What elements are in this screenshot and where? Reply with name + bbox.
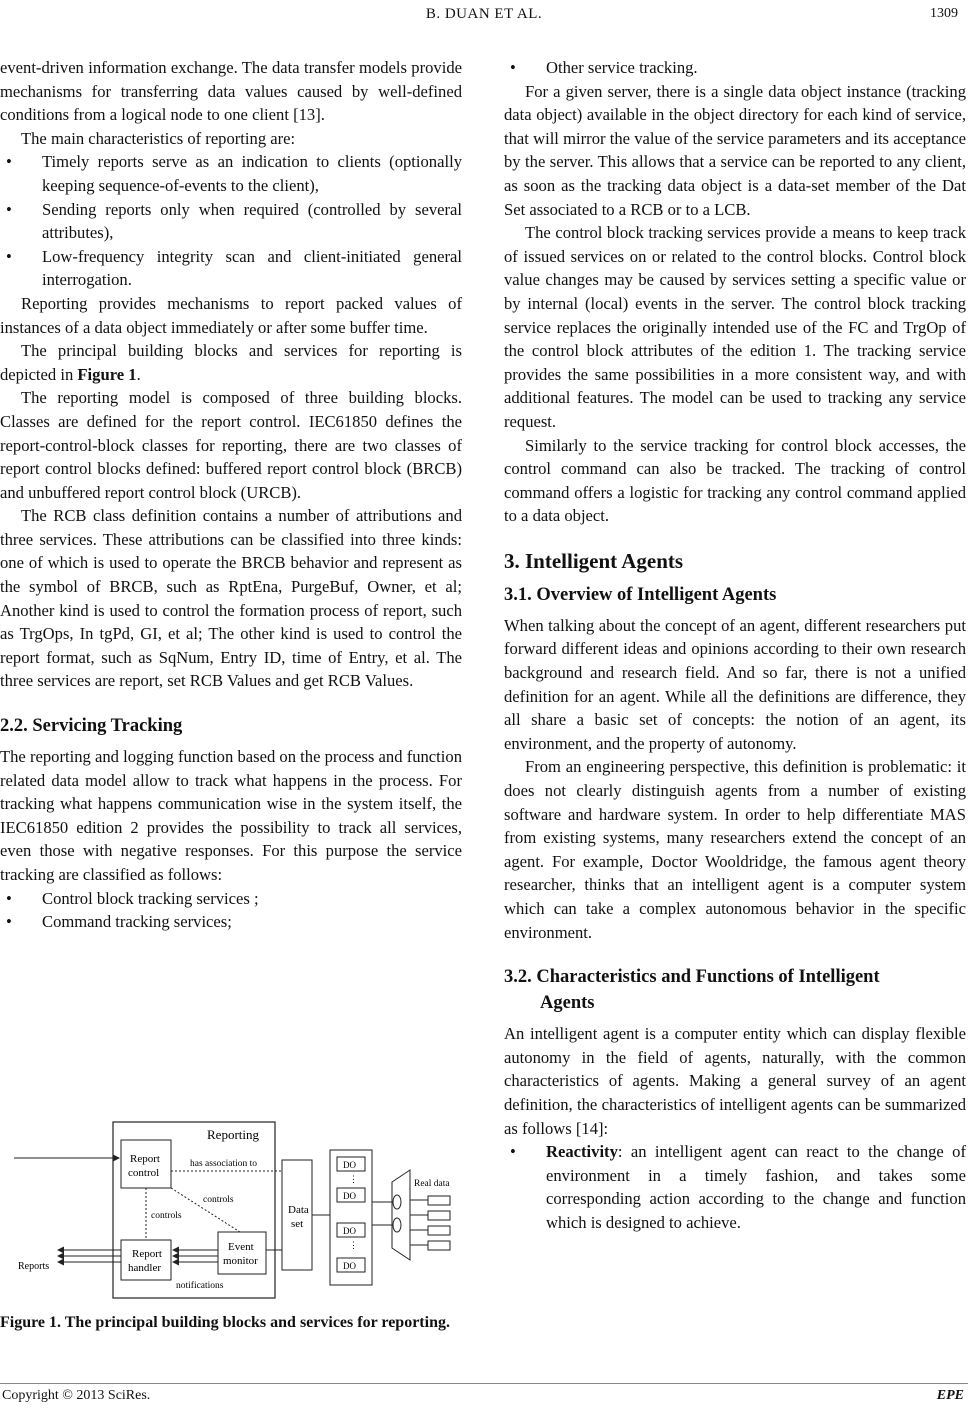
right-column [504, 56, 966, 1235]
bullet-list [504, 56, 966, 80]
event-monitor-label: Event [228, 1241, 254, 1253]
do-label: DO [343, 1261, 356, 1271]
list-item [504, 56, 966, 80]
paragraph: event-driven information exchange. The data transfer models provide mechanisms for transferring data values caused by well-defined conditions from a logical node to one client [13]. [0, 58, 462, 125]
list-item [0, 245, 462, 292]
subsection-heading: Agents [540, 993, 595, 1014]
copyright: Copyright © 2013 SciRes. [2, 1388, 151, 1403]
bullet-icon: • [6, 152, 12, 172]
list-item [504, 1140, 966, 1234]
association-label: has association to [190, 1159, 258, 1169]
list-item-text: Low-frequency integrity scan and client-initiated general interrogation. [42, 246, 462, 290]
report-control-label: Report [130, 1153, 160, 1165]
paragraph: The reporting and logging function based on the process and function related data model allow to track what happens in the process. For tracking what happens communication wise in the system itself, the IEC61850 edition 2 provides the possibility to track all services, even those with negative responses. For this purpose the service tracking are classified as follows: [0, 747, 462, 884]
ellipsis-icon: ⋮ [349, 1174, 358, 1184]
footer-divider [0, 1383, 968, 1384]
bullet-icon: • [6, 888, 12, 908]
paragraph: When talking about the concept of an agent, different researchers put forward different ideas and opinions according to their own research background and research field. And so far, there is not a unified definition for an agent. While all the definitions are difference, they all share a basic set of concepts: the notion of an agent, its environment, and the property of autonomy. [504, 615, 966, 753]
list-item-text: : an intelligent agent can react to the change of environment in a timely fashion, and takes some corresponding action according to the change and function which is designed to achieve. [546, 1142, 966, 1232]
report-handler-label: handler [128, 1262, 161, 1274]
reporting-label: Reporting [207, 1127, 259, 1142]
paragraph: The control block tracking services provide a means to keep track of issued services on or related to the control blocks. Control block value changes may be caused by services setting a specific value or by internal (local) events in the server. The control block tracking service replaces the originally intended use of the FC and TrgOp of the control block attributes of the edition 1. The tracking service provides the same possibilities in a more consistent way, and with additional features. The model can be used to tracking any service request. [504, 223, 966, 431]
figure-1-diagram [0, 1110, 462, 1300]
bullet-icon: • [6, 199, 12, 219]
do-label: DO [343, 1226, 356, 1236]
list-item-text: Control block tracking services ; [42, 888, 259, 908]
paragraph: For a given server, there is a single data object instance (tracking data object) available in the object directory for each kind of service, that will mirror the value of the service parameters and its acceptance by the server. This allows that a service can be reported to any client, as soon as the tracking data object is a data-set member of the Dat Set associated to a RCB or to a LCB. [504, 81, 966, 219]
subsection-heading: 3.2. Characteristics and Functions of Intelligent [504, 967, 880, 988]
report-handler-box [121, 1240, 171, 1280]
ellipsis-icon: ⋮ [349, 1240, 358, 1250]
bullet-icon: • [6, 246, 12, 266]
paragraph-text: The principal building blocks and services for reporting is depicted in [0, 341, 462, 384]
list-item-text: Command tracking services; [42, 912, 232, 932]
paragraph: The RCB class definition contains a number of attributions and three services. These attributions can be classified into three kinds: one of which is used to operate the BRCB behavior and represent as the symbol of BRCB, such as RptEna, PurgeBuf, Owner, et al; Another kind is used to control the formation process of report, such as TrgOps, In tgPd, GI, et al; The other kind is used to control the report format, such as SqNum, Entry ID, time of Entry, et al. The three services are report, set RCB Values and get RCB Values. [0, 506, 462, 691]
list-item [0, 150, 462, 197]
bullet-list [0, 150, 462, 292]
multiplexer-shape [392, 1170, 410, 1260]
bullet-icon: • [6, 912, 12, 932]
list-item-text: Timely reports serve as an indication to clients (optionally keeping sequence-of-events to the client), [42, 152, 462, 195]
paragraph: The reporting model is composed of three building blocks. Classes are defined for the report control. IEC61850 defines the report-control-block classes for reporting, there are two classes of report control blocks defined: buffered report control block (BRCB) and unbuffered report control block (URCB). [0, 388, 462, 502]
list-item [0, 910, 462, 934]
event-monitor-label: monitor [223, 1255, 258, 1267]
do-label: DO [343, 1191, 356, 1201]
real-data-box [428, 1226, 450, 1235]
figure-caption: Figure 1. The principal building blocks and services for reporting. [0, 1314, 450, 1331]
term: Reactivity [546, 1142, 618, 1162]
bullet-list [504, 1140, 966, 1234]
event-monitor-box [218, 1232, 266, 1274]
data-set-label: Data [288, 1204, 309, 1216]
journal-abbrev: EPE [936, 1388, 964, 1403]
reports-label: Reports [18, 1261, 50, 1272]
real-data-label: Real data [414, 1179, 450, 1189]
running-header: B. DUAN ET AL. [425, 6, 543, 22]
report-control-label: control [128, 1167, 160, 1179]
paragraph [0, 339, 462, 386]
bullet-icon: • [510, 58, 516, 77]
controls-label: controls [203, 1195, 234, 1205]
figure-reference: Figure 1 [77, 364, 137, 384]
paragraph: Reporting provides mechanisms to report packed values of instances of a data object immediately or after some buffer time. [0, 293, 462, 337]
page-number: 1309 [930, 6, 958, 21]
left-column [0, 56, 462, 934]
paragraph: Similarly to the service tracking for control block accesses, the control command can also be tracked. The tracking of control command offers a logistic for tracking any control command applied to a data object. [504, 435, 966, 526]
list-item [0, 198, 462, 245]
section-heading: 2.2. Servicing Tracking [0, 716, 183, 737]
real-data-box [428, 1196, 450, 1205]
report-handler-label: Report [132, 1248, 162, 1260]
bullet-icon: • [510, 1142, 516, 1162]
list-item [0, 887, 462, 911]
controls-label: controls [151, 1211, 182, 1221]
list-item-text: Sending reports only when required (controlled by several attributes), [42, 199, 462, 243]
list-item-text: Other service tracking. [546, 58, 698, 77]
real-data-box [428, 1211, 450, 1220]
data-set-label: set [291, 1218, 304, 1230]
notifications-label: notifications [176, 1281, 224, 1291]
real-data-box [428, 1241, 450, 1250]
paragraph: An intelligent agent is a computer entity which can display flexible autonomy in the field of agents, naturally, with the common characteristics of agents. Making a general survey of an agent definition, the characteristics of intelligent agents can be summarized as follows [14]: [504, 1024, 966, 1138]
subsection-heading: 3.1. Overview of Intelligent Agents [504, 584, 777, 605]
paragraph-text: . [136, 364, 141, 384]
paragraph: From an engineering perspective, this definition is problematic: it does not clearly distinguish agents from a number of existing software and hardware system. In order to help differentiate MAS from existing systems, many researchers extend the concept of an agent. For example, Doctor Wooldridge, the famous agent theory researcher, thinks that an intelligent agent is a computer system which can take a complex autonomous behavior in the specific environment. [504, 757, 966, 942]
do-label: DO [343, 1160, 356, 1170]
section-heading: 3. Intelligent Agents [504, 548, 684, 573]
bullet-list [0, 887, 462, 934]
paragraph: The main characteristics of reporting are: [21, 128, 296, 148]
